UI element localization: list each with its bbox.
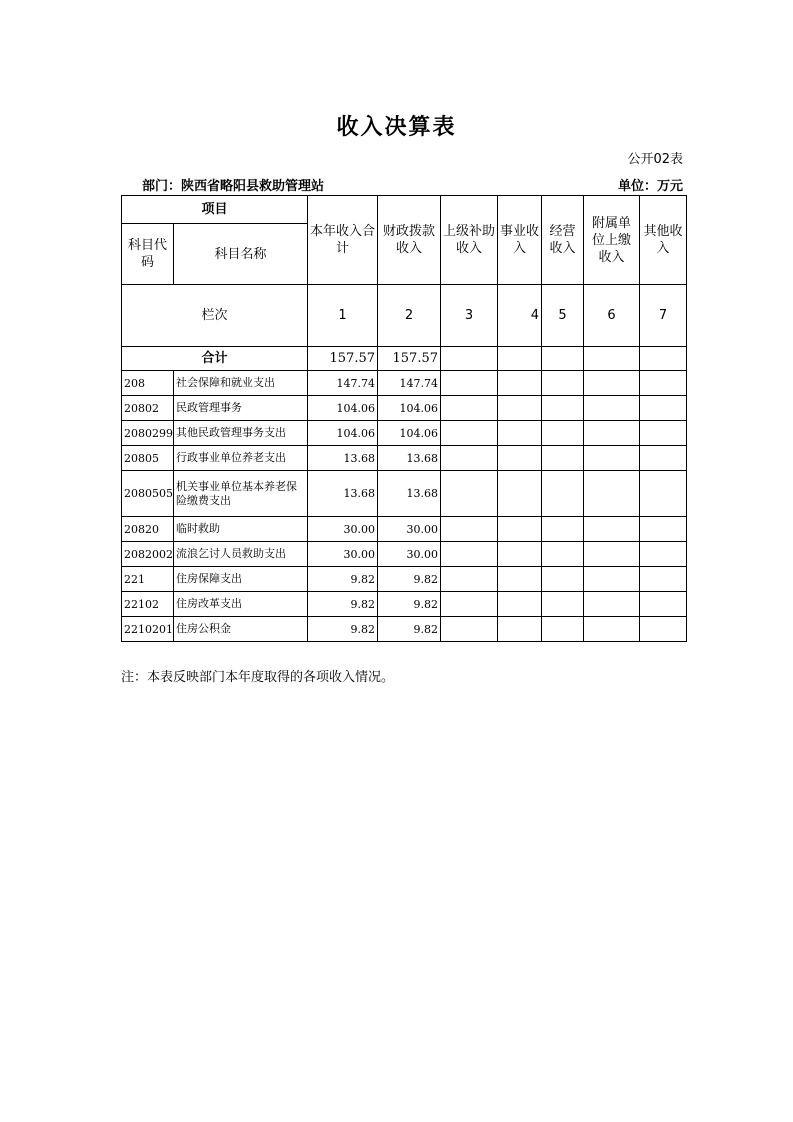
subject-code: 221	[122, 567, 174, 592]
col-header-fiscal: 财政拨款收入	[378, 196, 441, 285]
row-number-row	[122, 285, 687, 347]
cell-value	[441, 542, 498, 567]
col-header-affiliated: 附属单位上缴收入	[584, 196, 640, 285]
cell-value: 9.82	[308, 592, 378, 617]
cell-value	[584, 592, 640, 617]
table-row	[122, 421, 687, 446]
subject-name: 其他民政管理事务支出	[174, 421, 308, 446]
cell-value: 9.82	[378, 592, 441, 617]
unit-label: 单位：万元	[617, 179, 683, 194]
cell-value: 9.82	[378, 567, 441, 592]
header-row-1	[122, 196, 687, 224]
code-header: 科目代码	[122, 224, 174, 285]
cell-value: 9.82	[308, 617, 378, 642]
subject-name: 社会保障和就业支出	[174, 371, 308, 396]
cell-value	[542, 471, 584, 517]
cell-value	[498, 567, 542, 592]
cell-value	[441, 421, 498, 446]
row-number-label: 栏次	[122, 285, 308, 347]
table-row	[122, 592, 687, 617]
cell-value: 30.00	[378, 542, 441, 567]
subject-code: 20805	[122, 446, 174, 471]
total-value	[542, 347, 584, 371]
form-code: 公开02表	[627, 152, 683, 167]
cell-value: 9.82	[378, 617, 441, 642]
cell-value	[584, 542, 640, 567]
total-value: 157.57	[378, 347, 441, 371]
total-label: 合计	[122, 347, 308, 371]
cell-value	[498, 471, 542, 517]
col-header-superior: 上级补助收入	[441, 196, 498, 285]
subject-code: 22102	[122, 592, 174, 617]
cell-value	[640, 471, 687, 517]
cell-value	[640, 396, 687, 421]
cell-value	[441, 592, 498, 617]
col-number: 1	[308, 285, 378, 347]
subject-name: 行政事业单位养老支出	[174, 446, 308, 471]
cell-value	[441, 517, 498, 542]
cell-value	[441, 617, 498, 642]
subject-name: 民政管理事务	[174, 396, 308, 421]
cell-value	[542, 371, 584, 396]
subject-code: 20820	[122, 517, 174, 542]
cell-value	[441, 471, 498, 517]
subject-name: 临时救助	[174, 517, 308, 542]
subject-name: 住房保障支出	[174, 567, 308, 592]
cell-value: 13.68	[308, 446, 378, 471]
cell-value: 13.68	[308, 471, 378, 517]
cell-value: 30.00	[378, 517, 441, 542]
footnote: 注：本表反映部门本年度取得的各项收入情况。	[121, 670, 395, 685]
cell-value: 30.00	[308, 517, 378, 542]
cell-value	[640, 421, 687, 446]
cell-value	[498, 542, 542, 567]
cell-value: 13.68	[378, 471, 441, 517]
cell-value	[542, 446, 584, 471]
subject-code: 2080299	[122, 421, 174, 446]
cell-value: 147.74	[308, 371, 378, 396]
total-value: 157.57	[308, 347, 378, 371]
table-row	[122, 371, 687, 396]
col-header-operating: 经营收入	[542, 196, 584, 285]
cell-value	[441, 446, 498, 471]
col-header-business: 事业收入	[498, 196, 542, 285]
cell-value	[584, 446, 640, 471]
table-row	[122, 446, 687, 471]
col-number: 6	[584, 285, 640, 347]
cell-value	[584, 517, 640, 542]
subject-code: 2082002	[122, 542, 174, 567]
cell-value	[542, 567, 584, 592]
cell-value	[584, 396, 640, 421]
subject-code: 20802	[122, 396, 174, 421]
cell-value	[542, 421, 584, 446]
col-number: 7	[640, 285, 687, 347]
cell-value	[498, 592, 542, 617]
cell-value: 30.00	[308, 542, 378, 567]
cell-value	[640, 567, 687, 592]
table-row	[122, 617, 687, 642]
col-header-total: 本年收入合计	[308, 196, 378, 285]
cell-value	[542, 396, 584, 421]
total-value	[498, 347, 542, 371]
cell-value	[584, 617, 640, 642]
cell-value: 13.68	[378, 446, 441, 471]
cell-value: 104.06	[378, 396, 441, 421]
cell-value	[584, 567, 640, 592]
cell-value	[441, 396, 498, 421]
col-number: 4	[498, 285, 542, 347]
col-number: 2	[378, 285, 441, 347]
cell-value	[498, 421, 542, 446]
department-label: 部门：陕西省略阳县救助管理站	[142, 179, 325, 194]
cell-value	[640, 446, 687, 471]
cell-value: 147.74	[378, 371, 441, 396]
cell-value	[542, 517, 584, 542]
cell-value	[640, 542, 687, 567]
cell-value	[498, 517, 542, 542]
cell-value	[542, 542, 584, 567]
cell-value	[584, 471, 640, 517]
cell-value: 104.06	[308, 421, 378, 446]
total-row	[122, 347, 687, 371]
subject-code: 2080505	[122, 471, 174, 517]
subject-code: 2210201	[122, 617, 174, 642]
report-title: 收入决算表	[336, 115, 457, 140]
table-row	[122, 517, 687, 542]
cell-value	[640, 592, 687, 617]
total-value	[640, 347, 687, 371]
cell-value	[498, 396, 542, 421]
cell-value	[542, 617, 584, 642]
table-row	[122, 471, 687, 517]
name-header: 科目名称	[174, 224, 308, 285]
cell-value	[441, 567, 498, 592]
cell-value	[640, 371, 687, 396]
col-header-other: 其他收入	[640, 196, 687, 285]
table-row	[122, 396, 687, 421]
total-value	[441, 347, 498, 371]
col-number: 3	[441, 285, 498, 347]
cell-value	[584, 371, 640, 396]
cell-value: 9.82	[308, 567, 378, 592]
cell-value	[640, 617, 687, 642]
subject-name: 住房公积金	[174, 617, 308, 642]
subject-name: 流浪乞讨人员救助支出	[174, 542, 308, 567]
cell-value	[441, 371, 498, 396]
total-value	[584, 347, 640, 371]
subject-name: 住房改革支出	[174, 592, 308, 617]
cell-value	[498, 371, 542, 396]
income-table	[121, 195, 687, 642]
table-row	[122, 542, 687, 567]
subject-code: 208	[122, 371, 174, 396]
cell-value: 104.06	[378, 421, 441, 446]
item-header: 项目	[122, 196, 308, 224]
cell-value	[542, 592, 584, 617]
cell-value: 104.06	[308, 396, 378, 421]
table-row	[122, 567, 687, 592]
cell-value	[640, 517, 687, 542]
cell-value	[584, 421, 640, 446]
cell-value	[498, 446, 542, 471]
cell-value	[498, 617, 542, 642]
col-number: 5	[542, 285, 584, 347]
subject-name: 机关事业单位基本养老保险缴费支出	[174, 471, 308, 517]
